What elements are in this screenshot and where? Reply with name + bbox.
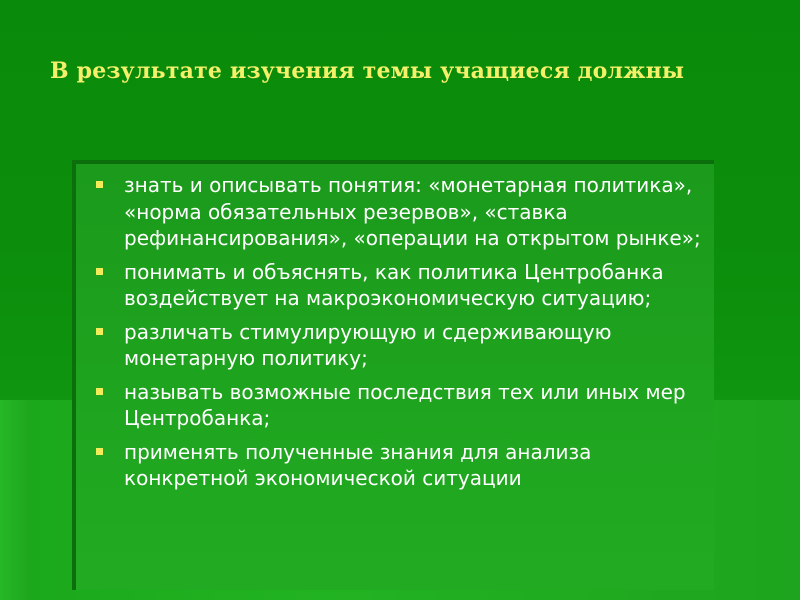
square-bullet-icon bbox=[96, 388, 103, 395]
bullet-item bbox=[96, 439, 706, 492]
bullet-list bbox=[96, 172, 706, 499]
bullet-item bbox=[96, 259, 706, 312]
slide-title: В результате изучения темы учащиеся должны bbox=[50, 58, 685, 84]
square-bullet-icon bbox=[96, 328, 103, 335]
bullet-text: применять полученные знания для анализа конкретной экономической ситуации bbox=[124, 439, 592, 490]
bullet-item bbox=[96, 172, 706, 252]
bullet-item bbox=[96, 319, 706, 372]
bullet-text: понимать и объяснять, как политика Центробанка воздействует на макроэкономическую ситуацию; bbox=[124, 259, 664, 310]
square-bullet-icon bbox=[96, 448, 103, 455]
bullet-text: называть возможные последствия тех или иных мер Центробанка; bbox=[124, 379, 686, 430]
bullet-item bbox=[96, 379, 706, 432]
square-bullet-icon bbox=[96, 181, 103, 188]
bullet-text: различать стимулирующую и сдерживающую монетарную политику; bbox=[124, 319, 612, 370]
bullet-text: знать и описывать понятия: «монетарная политика», «норма обязательных резервов», «ставка рефинансирования», «операции на открытом рынке»; bbox=[124, 173, 701, 250]
background-left-strip bbox=[0, 400, 30, 600]
square-bullet-icon bbox=[96, 268, 103, 275]
